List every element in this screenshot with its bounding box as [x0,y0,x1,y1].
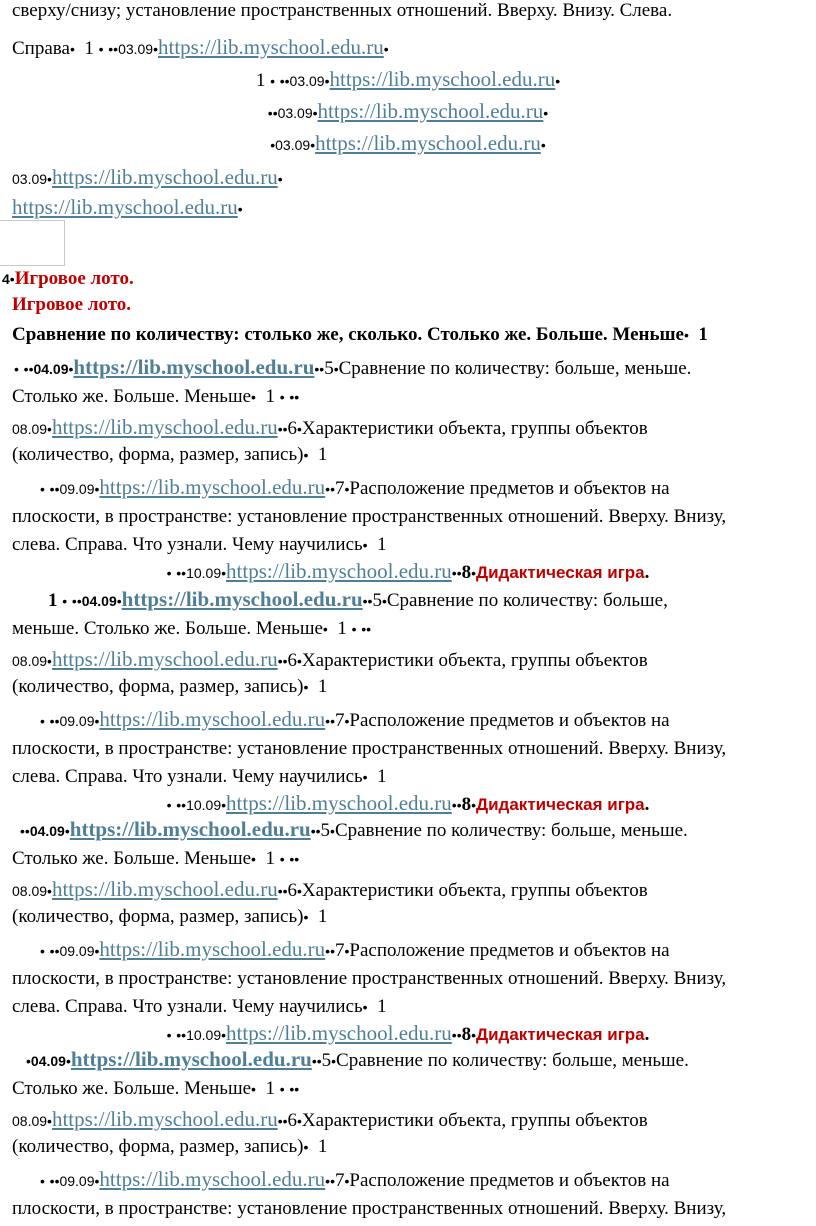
text-line: • ••04.09•https://lib.myschool.edu.ru••5•Сравнение по количеству: больше, меньше. [14,355,692,379]
resource-link[interactable]: https://lib.myschool.edu.ru [99,707,326,731]
text-line: https://lib.myschool.edu.ru• [12,195,243,219]
text-line: Справа• 1 • ••03.09•https://lib.myschool.edu.ru• [12,35,389,59]
resource-link[interactable]: https://lib.myschool.edu.ru [51,877,278,901]
empty-table-cell [0,220,65,266]
resource-link[interactable]: https://lib.myschool.edu.ru [317,99,544,123]
text-line: Столько же. Больше. Меньше• 1 • •• [12,848,300,869]
text-line: 08.09•https://lib.myschool.edu.ru••6•Характеристики объекта, группы объектов [12,1107,648,1131]
text-line: •04.09•https://lib.myschool.edu.ru••5•Сравнение по количеству: больше, меньше. [26,1047,689,1071]
text-line: 03.09•https://lib.myschool.edu.ru• [12,165,283,189]
resource-link[interactable]: https://lib.myschool.edu.ru [51,415,278,439]
text-line: Столько же. Больше. Меньше• 1 • •• [12,386,300,407]
text-line: • ••09.09•https://lib.myschool.edu.ru••7•Расположение предметов и объектов на [40,707,670,731]
resource-link[interactable]: https://lib.myschool.edu.ru [51,1107,278,1131]
resource-link[interactable]: https://lib.myschool.edu.ru [73,355,315,379]
text-line: сверху/снизу; установление пространственных отношений. Вверху. Внизу. Слева. [12,0,673,21]
text-line: (количество, форма, размер, запись)• 1 [12,444,328,465]
resource-link[interactable]: https://lib.myschool.edu.ru [315,131,541,155]
resource-link[interactable]: https://lib.myschool.edu.ru [226,559,452,583]
resource-link[interactable]: https://lib.myschool.edu.ru [51,165,278,189]
text-line: •03.09•https://lib.myschool.edu.ru• [270,131,546,155]
text-line: 1 • ••03.09•https://lib.myschool.edu.ru• [255,67,561,91]
resource-link[interactable]: https://lib.myschool.edu.ru [69,817,311,841]
text-line: плоскости, в пространстве: установление пространственных отношений. Вверху. Внизу, [12,968,727,989]
resource-link[interactable]: https://lib.myschool.edu.ru [99,1167,326,1191]
text-line: плоскости, в пространстве: установление пространственных отношений. Вверху. Внизу, [12,1198,727,1219]
resource-link[interactable]: https://lib.myschool.edu.ru [12,195,238,219]
text-line: меньше. Столько же. Больше. Меньше• 1 • •• [12,618,372,639]
resource-link[interactable]: https://lib.myschool.edu.ru [158,35,384,59]
section-heading: Сравнение по количеству: столько же, сколько. Столько же. Больше. Меньше• 1 [12,324,708,345]
text-line: • ••09.09•https://lib.myschool.edu.ru••7•Расположение предметов и объектов на [40,1167,670,1191]
text-line: слева. Справа. Что узнали. Чему научились• 1 [12,766,387,787]
lesson-title: Игровое лото. [12,294,132,315]
text-line: • ••10.09•https://lib.myschool.edu.ru••8•Дидактическая игра. [166,559,650,583]
text-line: 08.09•https://lib.myschool.edu.ru••6•Характеристики объекта, группы объектов [12,877,648,901]
text-line: • ••10.09•https://lib.myschool.edu.ru••8•Дидактическая игра. [166,1021,650,1045]
text-line: (количество, форма, размер, запись)• 1 [12,906,328,927]
resource-link[interactable]: https://lib.myschool.edu.ru [121,587,363,611]
text-line: 4•Игровое лото. [2,268,134,289]
text-line: ••03.09•https://lib.myschool.edu.ru• [267,99,549,123]
resource-link[interactable]: https://lib.myschool.edu.ru [70,1047,312,1071]
text-line: плоскости, в пространстве: установление пространственных отношений. Вверху. Внизу, [12,738,727,759]
text-line: (количество, форма, размер, запись)• 1 [12,676,328,697]
text-line: Столько же. Больше. Меньше• 1 • •• [12,1078,300,1099]
resource-link[interactable]: https://lib.myschool.edu.ru [99,475,326,499]
resource-link[interactable]: https://lib.myschool.edu.ru [51,647,278,671]
text-line: 08.09•https://lib.myschool.edu.ru••6•Характеристики объекта, группы объектов [12,647,648,671]
text-line: (количество, форма, размер, запись)• 1 [12,1136,328,1157]
text-line: слева. Справа. Что узнали. Чему научились• 1 [12,996,387,1017]
resource-link[interactable]: https://lib.myschool.edu.ru [226,791,452,815]
text-line: плоскости, в пространстве: установление пространственных отношений. Вверху. Внизу, [12,506,727,527]
text-line: 08.09•https://lib.myschool.edu.ru••6•Характеристики объекта, группы объектов [12,415,648,439]
text-line: • ••09.09•https://lib.myschool.edu.ru••7•Расположение предметов и объектов на [40,475,670,499]
resource-link[interactable]: https://lib.myschool.edu.ru [329,67,556,91]
text-line: 1 • ••04.09•https://lib.myschool.edu.ru••5•Сравнение по количеству: больше, [48,587,668,611]
text-line: ••04.09•https://lib.myschool.edu.ru••5•Сравнение по количеству: больше, меньше. [20,817,688,841]
text-line: слева. Справа. Что узнали. Чему научились• 1 [12,534,387,555]
text-line: • ••09.09•https://lib.myschool.edu.ru••7•Расположение предметов и объектов на [40,937,670,961]
resource-link[interactable]: https://lib.myschool.edu.ru [226,1021,452,1045]
text-line: • ••10.09•https://lib.myschool.edu.ru••8•Дидактическая игра. [166,791,650,815]
resource-link[interactable]: https://lib.myschool.edu.ru [99,937,326,961]
